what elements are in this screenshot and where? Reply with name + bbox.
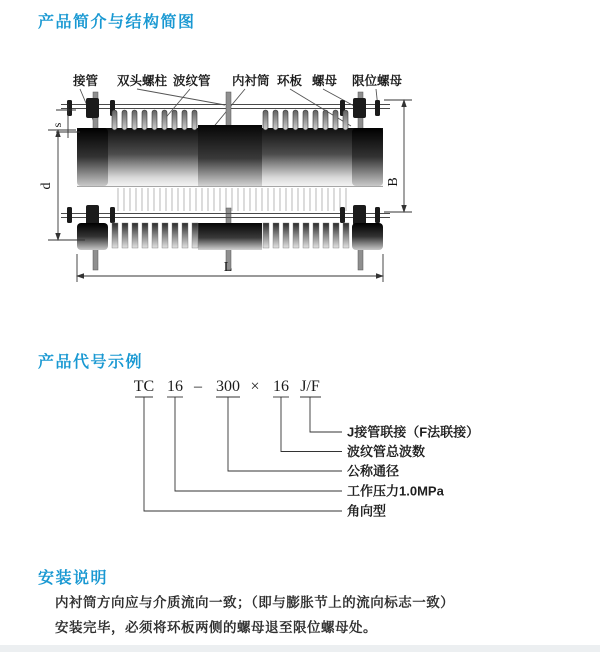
lower-nuts [67,205,380,225]
section-title-intro: 产品简介与结构简图 [38,14,196,31]
code-separator-times: × [250,378,260,395]
section-title-code: 产品代号示例 [38,354,144,371]
code-segments [134,378,320,395]
code-segment-connection: J/F [300,378,320,395]
part-label-inner-liner: 内衬筒 [232,74,270,88]
bellows-body [77,125,383,187]
part-label-connecting-pipe: 接管 [73,74,99,88]
structure-diagram [40,66,460,316]
code-segment-diameter: 300 [216,378,240,395]
code-segment-pressure: 16 [167,378,183,395]
dim-label-B: B [386,177,401,187]
code-connector-lines [144,397,342,511]
code-explanation-diameter: 公称通径 [347,463,400,479]
part-label-double-stud: 双头螺柱 [117,74,168,88]
install-instruction-line-1: 内衬筒方向应与介质流向一致；（即与膨胀节上的流向标志一致） [55,595,455,610]
code-separator-dash: – [194,378,202,395]
part-label-ring-plate: 环板 [277,74,303,88]
liner-hatch [118,188,346,211]
dim-label-s: s [50,122,64,128]
part-label-nut: 螺母 [312,74,338,88]
part-label-bellows: 波纹管 [173,74,211,88]
install-instruction-line-2: 安装完毕，必须将环板两侧的螺母退至限位螺母处。 [55,620,377,635]
part-label-limit-nut: 限位螺母 [352,74,403,88]
code-explanation-pressure: 工作压力1.0MPa [347,483,444,499]
dim-label-d: d [40,182,54,190]
dim-label-L: L [223,260,233,275]
code-breakdown-drawing [100,374,500,529]
section-title-install: 安装说明 [38,570,109,587]
code-segment-type: TC [133,378,155,395]
dim-s [50,104,80,138]
expansion-joint-drawing [40,66,460,316]
page-bottom-divider [0,645,600,652]
code-explanation-type: 角向型 [347,503,387,519]
code-explanation-wave-count: 波纹管总波数 [347,444,426,459]
product-code-figure [100,374,500,529]
part-labels [72,73,403,88]
code-explanation-connection: J接管联接（F法联接） [347,424,480,440]
dim-B [384,100,412,212]
code-segment-wave-count: 16 [273,378,289,395]
code-explanations [347,425,479,519]
